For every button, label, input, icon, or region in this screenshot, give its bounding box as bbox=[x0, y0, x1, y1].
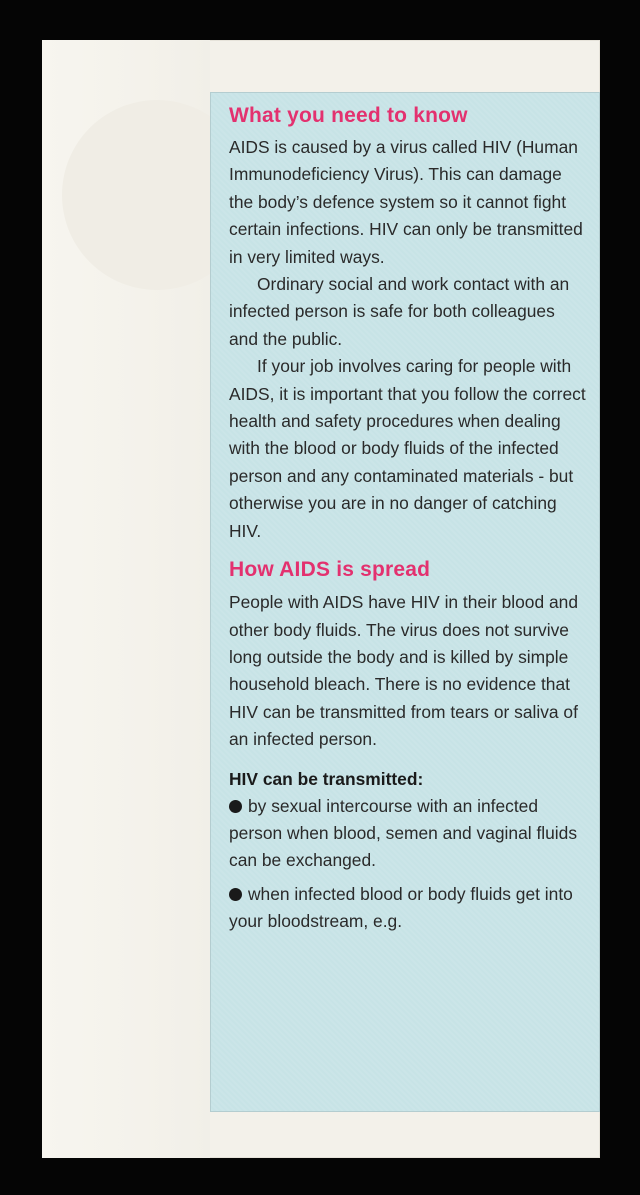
heading-how-aids-is-spread: How AIDS is spread bbox=[229, 558, 431, 582]
subheading-hiv-transmitted: HIV can be transmitted: bbox=[229, 768, 424, 789]
paragraph-social-contact: Ordinary social and work contact with an infected person is safe for both colleagues and the public. bbox=[229, 274, 570, 349]
bullet-item bbox=[229, 881, 587, 936]
bullet-dot-icon bbox=[229, 800, 242, 813]
paragraph-aids-cause: AIDS is caused by a virus called HIV (Human Immunodeficiency Virus). This can damage the body’s defence system so it cannot fight certain infections. HIV can only be transmitted in very limited ways. bbox=[229, 137, 583, 267]
bullet-text: by sexual intercourse with an infected person when blood, semen and vaginal fluids can be exchanged. bbox=[229, 795, 578, 871]
bullet-text: when infected blood or body fluids get into your bloodstream, e.g. bbox=[229, 883, 573, 932]
bullet-dot-icon bbox=[229, 888, 242, 901]
paragraph-caring-job: If your job involves caring for people with AIDS, it is important that you follow the correct health and safety procedures when dealing with the blood or body fluids of the infected person and any contaminated materials - but otherwise you are in no danger of catching HIV. bbox=[229, 356, 586, 541]
paragraph-body-fluids: People with AIDS have HIV in their blood and other body fluids. The virus does not survive long outside the body and is killed by simple household bleach. There is no evidence that HIV can be transmitted from tears or saliva of an infected person. bbox=[229, 592, 578, 750]
bullet-item bbox=[229, 793, 587, 875]
leaflet-page bbox=[42, 40, 600, 1158]
heading-what-you-need-to-know: What you need to know bbox=[229, 104, 468, 127]
cover-fold-strip bbox=[42, 40, 210, 1158]
info-panel bbox=[210, 92, 600, 1112]
